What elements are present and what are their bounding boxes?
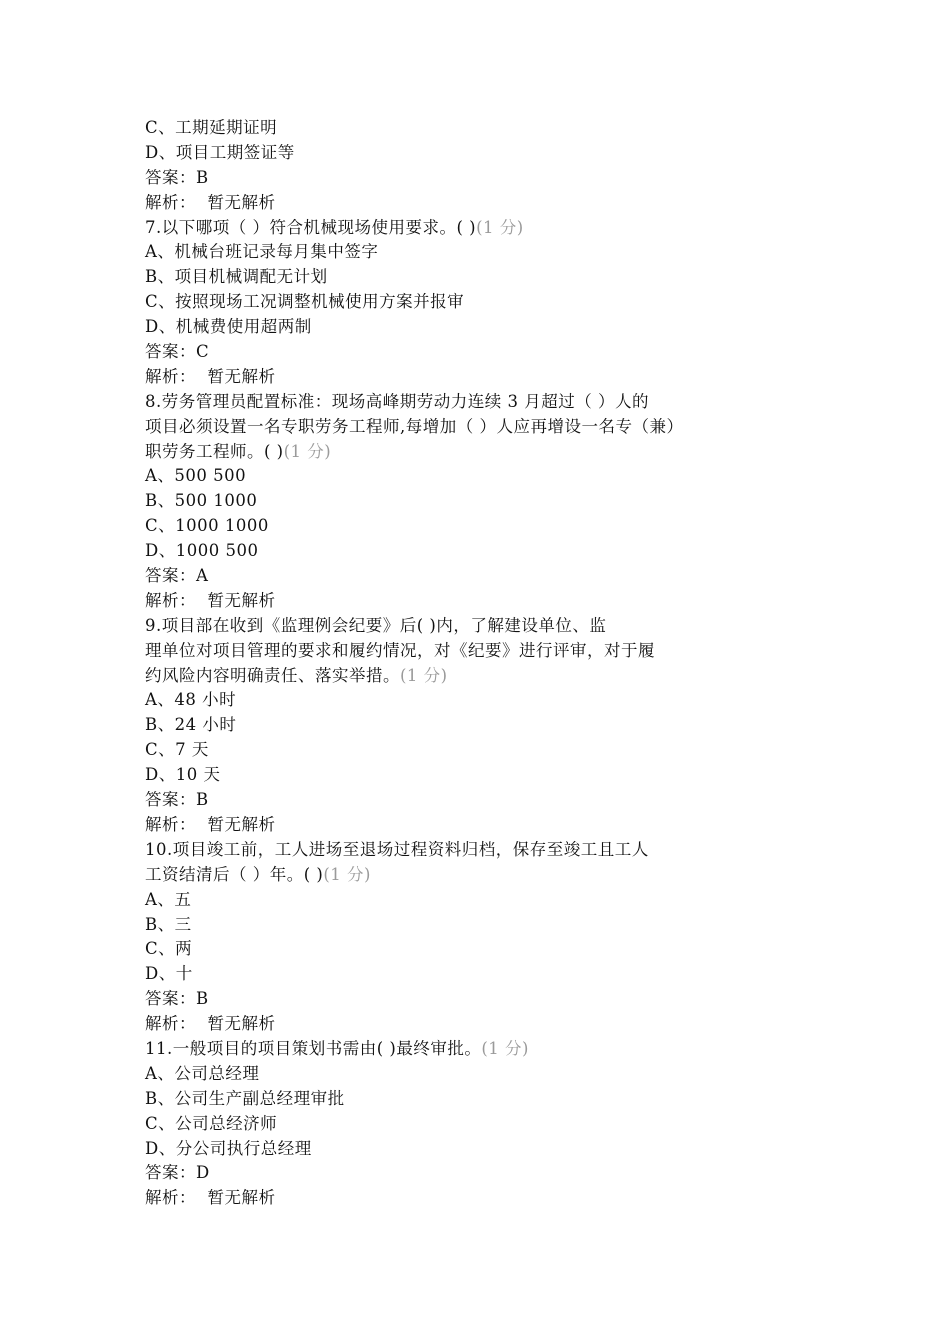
option-line: D、1000 500 bbox=[145, 541, 259, 561]
option-line: D、机械费使用超两制 bbox=[145, 317, 312, 337]
question-stem-line: 8.劳务管理员配置标准：现场高峰期劳动力连续 3 月超过（ ）人的 bbox=[145, 391, 649, 411]
question-stem-line: 理单位对项目管理的要求和履约情况，对《纪要》进行评审，对于履 bbox=[145, 640, 655, 660]
option-line: C、公司总经济师 bbox=[145, 1113, 278, 1133]
question-10 bbox=[145, 838, 845, 1037]
question-stem-line: 职劳务工程师。( )(1 分) bbox=[145, 441, 332, 461]
answer-line: 答案：D bbox=[145, 1163, 210, 1183]
option-line: A、公司总经理 bbox=[145, 1063, 260, 1083]
question-stem-line: 约风险内容明确责任、落实举措。(1 分) bbox=[145, 665, 448, 685]
question-stem-line: 10.项目竣工前，工人进场至退场过程资料归档，保存至竣工且工人 bbox=[145, 839, 649, 859]
option-line: A、48 小时 bbox=[145, 690, 237, 710]
question-stem-line: 项目必须设置一名专职劳务工程师,每增加（ ）人应再增设一名专（兼） bbox=[145, 416, 684, 436]
answer-line: 答案：A bbox=[145, 566, 209, 586]
option-line: A、500 500 bbox=[145, 466, 247, 486]
answer-line: 答案：B bbox=[145, 167, 209, 187]
question-stem-line: 11.一般项目的项目策划书需由( )最终审批。(1 分) bbox=[145, 1038, 529, 1058]
exam-document bbox=[145, 116, 845, 1211]
score-label: (1 分) bbox=[400, 665, 448, 685]
answer-line: 答案：B bbox=[145, 989, 209, 1009]
option-line: D、十 bbox=[145, 964, 193, 984]
analysis-line: 解析： 暂无解析 bbox=[145, 814, 276, 834]
analysis-line: 解析： 暂无解析 bbox=[145, 366, 276, 386]
option-line: D、分公司执行总经理 bbox=[145, 1138, 312, 1158]
question-stem-line: 7.以下哪项（ ）符合机械现场使用要求。( )(1 分) bbox=[145, 217, 524, 237]
analysis-line: 解析： 暂无解析 bbox=[145, 1188, 276, 1208]
question-stem-line: 9.项目部在收到《监理例会纪要》后( )内，了解建设单位、监 bbox=[145, 615, 607, 635]
option-line: B、公司生产副总经理审批 bbox=[145, 1088, 345, 1108]
option-line: D、10 天 bbox=[145, 765, 221, 785]
question-11 bbox=[145, 1037, 845, 1211]
option-line: B、项目机械调配无计划 bbox=[145, 267, 328, 287]
analysis-line: 解析： 暂无解析 bbox=[145, 590, 276, 610]
option-line: A、五 bbox=[145, 889, 192, 909]
option-line: C、工期延期证明 bbox=[145, 118, 278, 137]
analysis-line: 解析： 暂无解析 bbox=[145, 1014, 276, 1034]
score-label: (1 分) bbox=[323, 864, 371, 884]
answer-line: 答案：C bbox=[145, 342, 210, 362]
score-label: (1 分) bbox=[283, 441, 332, 461]
score-label: (1 分) bbox=[476, 217, 524, 237]
question-9 bbox=[145, 614, 845, 838]
option-line: C、1000 1000 bbox=[145, 516, 269, 536]
option-line: B、24 小时 bbox=[145, 715, 237, 735]
question-7 bbox=[145, 216, 845, 390]
score-label: (1 分) bbox=[481, 1038, 529, 1058]
option-line: C、7 天 bbox=[145, 740, 209, 760]
option-line: B、500 1000 bbox=[145, 491, 258, 511]
option-line: B、三 bbox=[145, 914, 192, 934]
analysis-line: 解析： 暂无解析 bbox=[145, 192, 276, 212]
question-8 bbox=[145, 390, 845, 614]
question-stem-line: 工资结清后（ ）年。( )(1 分) bbox=[145, 864, 371, 884]
option-line: A、机械台班记录每月集中签字 bbox=[145, 242, 379, 262]
option-line: C、按照现场工况调整机械使用方案并报审 bbox=[145, 292, 465, 312]
option-line: D、项目工期签证等 bbox=[145, 142, 295, 162]
option-line: C、两 bbox=[145, 939, 193, 959]
answer-line: 答案：B bbox=[145, 790, 209, 810]
